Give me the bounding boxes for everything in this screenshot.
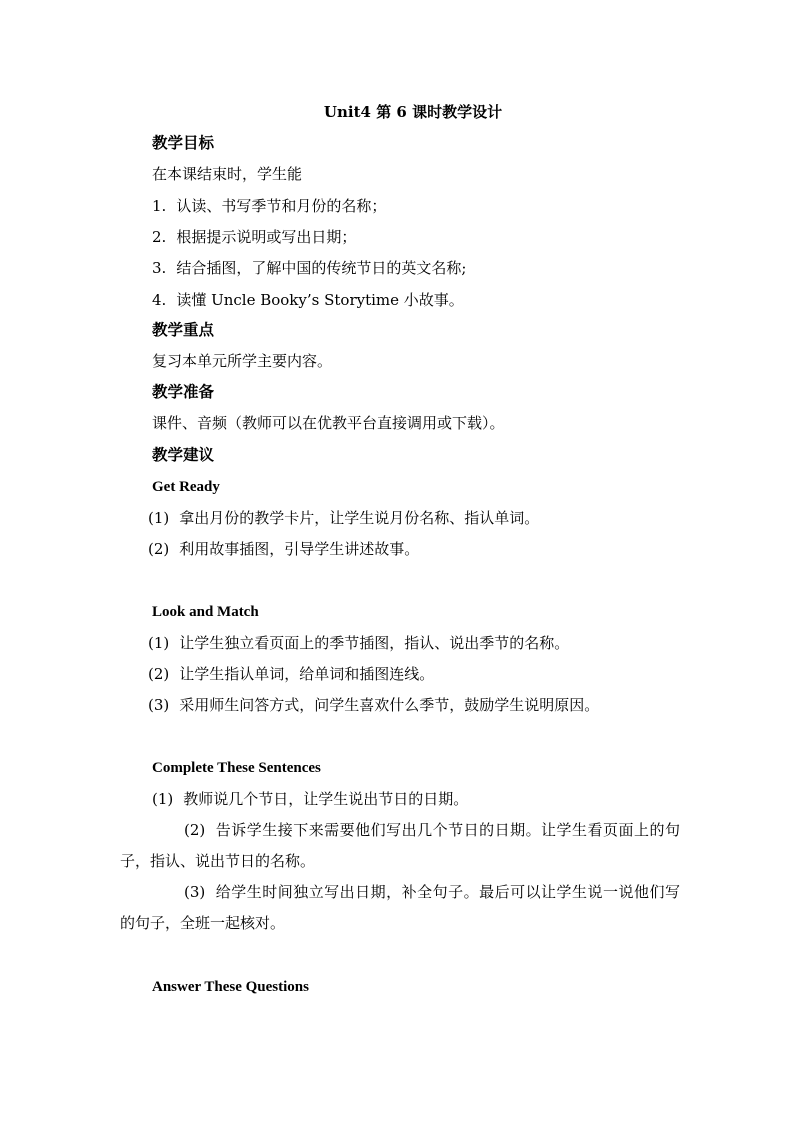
key-points-heading: 教学重点 xyxy=(152,320,215,339)
complete-item-2-num: (2) xyxy=(184,821,206,839)
goal-item-4-num: 4. xyxy=(152,291,167,309)
goal-item-3-text: 结合插图，了解中国的传统节日的英文名称; xyxy=(176,259,467,277)
look-match-item-2-text: 让学生指认单词，给单词和插图连线。 xyxy=(179,665,435,683)
goals-heading: 教学目标 xyxy=(152,133,215,152)
complete-item-3 xyxy=(120,877,680,939)
complete-item-2 xyxy=(120,815,680,877)
get-ready-item-2-text: 利用故事插图，引导学生讲述故事。 xyxy=(179,540,420,558)
complete-item-1-num: (1) xyxy=(152,790,174,808)
goal-item-3-num: 3. xyxy=(152,259,167,277)
answer-title: Answer These Questions xyxy=(152,979,309,995)
goal-item-4-text: 读懂 Uncle Booky’s Storytime 小故事。 xyxy=(176,291,464,309)
look-match-item-3-text: 采用师生问答方式，问学生喜欢什么季节，鼓励学生说明原因。 xyxy=(179,696,600,714)
complete-item-3-num: (3) xyxy=(184,883,206,901)
goal-item-2-text: 根据提示说明或写出日期； xyxy=(176,228,357,246)
page-title: Unit4 第 6 课时教学设计 xyxy=(323,103,503,121)
goal-item-3 xyxy=(152,257,466,279)
complete-item-1 xyxy=(152,788,468,810)
complete-item-2-text: 告诉学生接下来需要他们写出几个节日的日期。让学生看页面上的句子，指认、说出节日的名称。 xyxy=(120,821,680,870)
preparation-heading: 教学准备 xyxy=(152,382,215,401)
get-ready-item-1-num: (1) xyxy=(148,509,170,527)
suggestions-heading: 教学建议 xyxy=(152,445,215,464)
look-match-item-3 xyxy=(148,694,599,716)
look-match-item-3-num: (3) xyxy=(148,696,170,714)
get-ready-item-2 xyxy=(148,538,419,560)
goal-item-1 xyxy=(152,195,386,217)
complete-item-3-text: 给学生时间独立写出日期，补全句子。最后可以让学生说一说他们写的句子，全班一起核对。 xyxy=(120,883,680,932)
key-points-text: 复习本单元所学主要内容。 xyxy=(152,352,333,370)
preparation-text: 课件、音频（教师可以在优教平台直接调用或下载）。 xyxy=(152,414,505,432)
look-match-item-1-text: 让学生独立看页面上的季节插图，指认、说出季节的名称。 xyxy=(179,634,570,652)
goal-item-2-num: 2. xyxy=(152,228,167,246)
goal-item-4 xyxy=(152,289,464,311)
goal-item-1-text: 认读、书写季节和月份的名称； xyxy=(176,197,387,215)
goal-item-1-num: 1. xyxy=(152,197,167,215)
look-match-item-1 xyxy=(148,632,569,654)
get-ready-item-1-text: 拿出月份的教学卡片，让学生说月份名称、指认单词。 xyxy=(179,509,540,527)
get-ready-title: Get Ready xyxy=(152,479,220,495)
complete-item-1-text: 教师说几个节日，让学生说出节日的日期。 xyxy=(183,790,469,808)
get-ready-item-2-num: (2) xyxy=(148,540,170,558)
complete-title: Complete These Sentences xyxy=(152,760,321,776)
look-match-title: Look and Match xyxy=(152,604,259,620)
goal-item-2 xyxy=(152,226,356,248)
look-match-item-2-num: (2) xyxy=(148,665,170,683)
goals-intro: 在本课结束时，学生能 xyxy=(152,165,303,183)
look-match-item-1-num: (1) xyxy=(148,634,170,652)
look-match-item-2 xyxy=(148,663,434,685)
get-ready-item-1 xyxy=(148,507,539,529)
